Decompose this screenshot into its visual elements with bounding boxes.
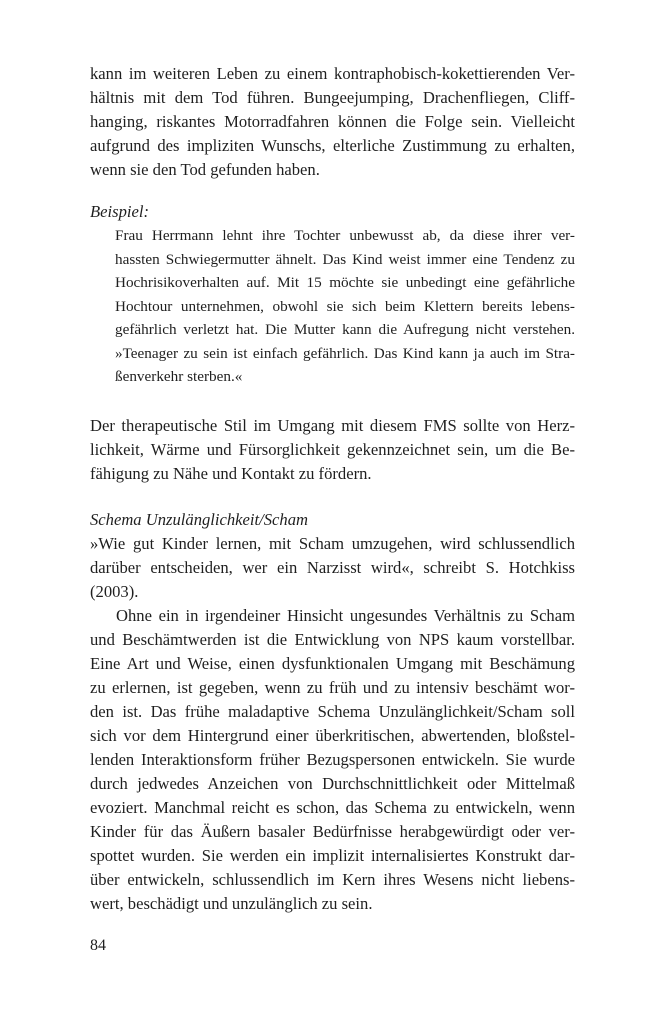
paragraph-1 — [90, 62, 575, 182]
example-line: »Teenager zu sein ist einfach gefährlich. Das Kind kann ja auch im Stra- — [115, 344, 575, 362]
text-line: über entwickeln, schlussendlich im Kern ihres Wesens nicht liebens- — [90, 869, 575, 889]
text-line: Der therapeutische Stil im Umgang mit diesem FMS sollte von Herz- — [90, 415, 575, 435]
text-line: (2003). — [90, 581, 139, 601]
section-heading: Schema Unzulänglichkeit/Scham — [90, 509, 308, 529]
text-line: evoziert. Manchmal reicht es schon, das Schema zu entwickeln, wenn — [90, 797, 575, 817]
example-line: Hochtour unternehmen, obwohl sie sich beim Klettern bereits lebens- — [115, 297, 575, 315]
text-line: kann im weiteren Leben zu einem kontraphobisch-kokettierenden Ver- — [90, 64, 575, 83]
text-line: Ohne ein in irgendeiner Hinsicht ungesundes Verhältnis zu Scham — [116, 605, 575, 625]
text-line: spottet wurden. Sie werden ein implizit internalisiertes Konstrukt dar- — [90, 845, 575, 865]
text-line: fähigung zu Nähe und Kontakt zu fördern. — [90, 463, 372, 483]
section-quote — [90, 532, 575, 604]
example-block — [115, 224, 575, 389]
section-body — [90, 604, 575, 916]
text-line: und Beschämtwerden ist die Entwicklung von NPS kaum vorstellbar. — [90, 629, 575, 649]
text-line: lenden Interaktionsform früher Bezugspersonen entwickeln. Sie wurde — [90, 749, 575, 769]
example-heading: Beispiel: — [90, 202, 149, 221]
text-line: hältnis mit dem Tod führen. Bungeejumping, Drachenfliegen, Cliff- — [90, 88, 575, 107]
text-line: aufgrund des impliziten Wunschs, elterliche Zustimmung zu erhalten, — [90, 136, 575, 155]
text-line: »Wie gut Kinder lernen, mit Scham umzugehen, wird schlussendlich — [90, 533, 575, 553]
text-line: wenn sie den Tod gefunden haben. — [90, 160, 320, 179]
text-line: darüber entscheiden, wer ein Narzisst wird«, schreibt S. Hotchkiss — [90, 557, 575, 577]
page-number: 84 — [90, 937, 106, 954]
text-line: lichkeit, Wärme und Fürsorglichkeit gekennzeichnet sein, um die Be- — [90, 439, 575, 459]
page-body — [90, 62, 575, 916]
text-line: durch jedwedes Anzeichen von Durchschnittlichkeit oder Mittelmaß — [90, 773, 575, 793]
text-line: hanging, riskantes Motorradfahren können die Folge sein. Vielleicht — [90, 112, 575, 131]
text-line: Kinder für das Äußern basaler Bedürfnisse herabgewürdigt oder ver- — [90, 821, 575, 841]
example-line: hassten Schwiegermutter ähnelt. Das Kind weist immer eine Tendenz zu — [115, 250, 575, 268]
paragraph-2 — [90, 414, 575, 486]
text-line: Eine Art und Weise, einen dysfunktionalen Umgang mit Beschämung — [90, 653, 575, 673]
example-line: Frau Herrmann lehnt ihre Tochter unbewusst ab, da diese ihrer ver- — [115, 227, 575, 244]
text-line: den ist. Das frühe maladaptive Schema Unzulänglichkeit/Scham soll — [90, 701, 575, 721]
text-line: zu erlernen, ist gegeben, wenn zu früh und zu intensiv beschämt wor- — [90, 677, 575, 697]
example-line: Hochrisikoverhalten auf. Mit 15 möchte sie unbedingt eine gefährliche — [115, 274, 575, 291]
example-line: gefährlich verletzt hat. Die Mutter kann die Aufregung nicht verstehen. — [115, 321, 575, 338]
example-line: ßenverkehr sterben.« — [115, 368, 243, 385]
text-line: wert, beschädigt und unzulänglich zu sein. — [90, 893, 373, 913]
text-line: sich vor dem Hintergrund einer überkritischen, abwertenden, bloßstel- — [90, 725, 575, 745]
